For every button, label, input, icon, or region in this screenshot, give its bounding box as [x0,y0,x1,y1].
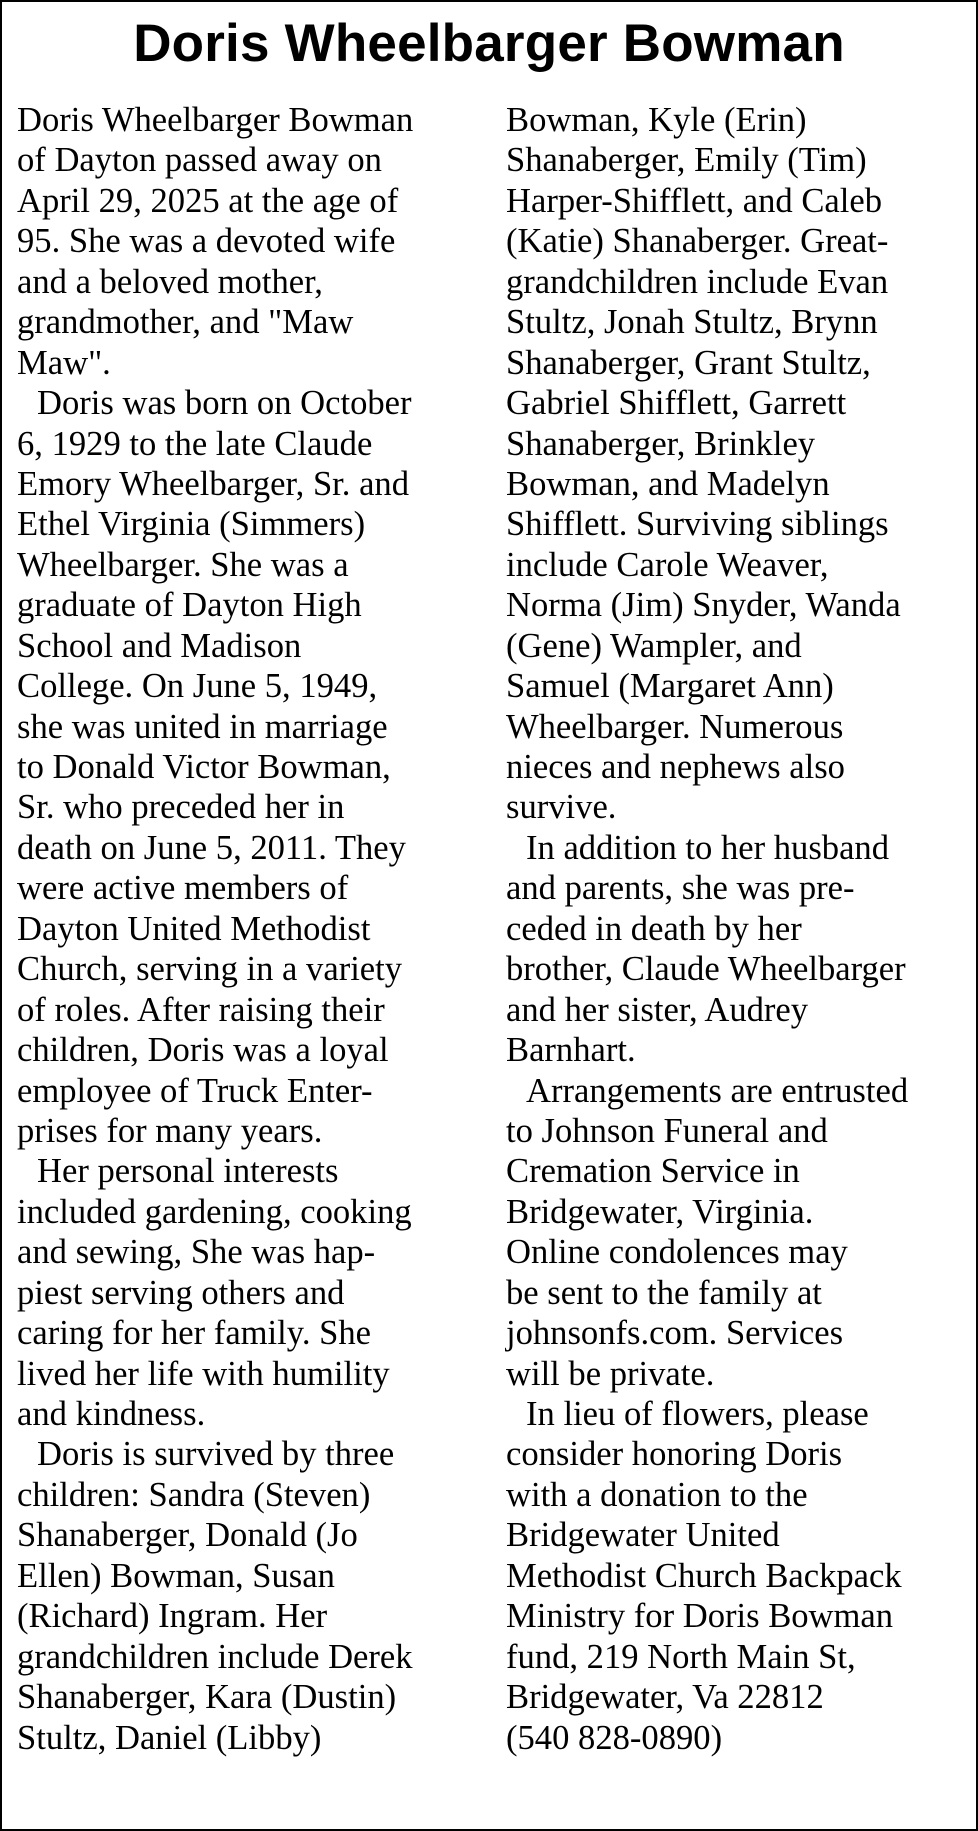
text-line: nieces and nephews also [506,748,845,786]
text-line: (540 828-0890) [506,1718,723,1757]
text-line: Doris is survived by three [37,1435,395,1474]
text-line: Online condolences may [506,1233,848,1272]
text-line: prises for many years. [17,1111,323,1150]
text-line: Gabriel Shifflett, Garrett [506,384,847,423]
text-line: brother, Claude Wheelbarger [506,950,906,989]
text-line: Bowman, Kyle (Erin) [506,101,807,139]
text-line: johnsonfs.com. Services [506,1314,844,1353]
text-line: were active members of [17,869,349,908]
text-line: In lieu of flowers, please [526,1395,869,1433]
text-line: will be private. [506,1354,715,1393]
text-line: Methodist Church Backpack [506,1556,902,1595]
text-line: include Carole Weaver, [506,545,829,584]
text-line: (Richard) Ingram. Her [17,1597,328,1636]
text-line: Shanaberger, Donald (Jo [17,1516,358,1555]
text-line: Emory Wheelbarger, Sr. and [17,464,409,503]
text-line: Wheelbarger. Numerous [506,707,844,746]
text-line: with a donation to the [506,1475,808,1514]
text-line: Wheelbarger. She was a [17,545,349,584]
text-line: Doris was born on October [37,384,412,423]
text-line: Stultz, Daniel (Libby) [17,1718,322,1757]
text-line: included gardening, cooking [17,1192,412,1231]
text-line: of roles. After raising their [17,990,385,1029]
text-line: Shanaberger, Kara (Dustin) [17,1678,397,1717]
obituary-title: Doris Wheelbarger Bowman [133,14,845,73]
text-line: Bridgewater, Va 22812 [506,1678,824,1717]
text-line: Ethel Virginia (Simmers) [17,505,366,544]
text-line: April 29, 2025 at the age of [17,181,399,220]
text-line: Ministry for Doris Bowman [506,1597,894,1636]
text-line: and sewing, She was hap- [17,1233,376,1272]
text-line: children, Doris was a loyal [17,1031,389,1070]
text-line: employee of Truck Enter- [17,1071,373,1110]
text-column-right [506,100,976,1758]
text-line: of Dayton passed away on [17,141,382,180]
text-line: Ellen) Bowman, Susan [17,1556,335,1595]
text-line: (Katie) Shanaberger. Great- [506,222,889,261]
text-line: graduate of Dayton High [17,586,362,625]
text-line: consider honoring Doris [506,1435,843,1474]
text-line: Cremation Service in [506,1152,800,1191]
text-line: Harper-Shifflett, and Caleb [506,181,883,220]
text-line: School and Madison [17,626,302,665]
text-line: Shanaberger, Grant Stultz, [506,343,871,382]
text-line: (Gene) Wampler, and [506,626,802,665]
text-line: survive. [506,788,617,827]
text-line: Shifflett. Surviving siblings [506,505,889,544]
text-line: piest serving others and [17,1273,345,1312]
text-line: caring for her family. She [17,1314,371,1353]
text-line: Her personal interests [37,1152,339,1191]
text-line: Bridgewater, Virginia. [506,1192,814,1231]
text-line: and parents, she was pre- [506,869,855,908]
text-line: 6, 1929 to the late Claude [17,424,373,463]
text-line: College. On June 5, 1949, [17,667,378,706]
text-line: Bowman, and Madelyn [506,464,830,503]
text-column-left [17,100,487,1758]
text-line: death on June 5, 2011. They [17,828,406,867]
text-line: to Donald Victor Bowman, [17,748,391,786]
text-line: to Johnson Funeral and [506,1111,828,1150]
text-line: Dayton United Methodist [17,909,371,948]
text-line: In addition to her husband [526,828,890,867]
text-line: children: Sandra (Steven) [17,1475,371,1514]
text-line: Sr. who preceded her in [17,788,345,827]
text-line: Maw". [17,343,111,382]
text-line: grandmother, and "Maw [17,303,354,342]
text-line: grandchildren include Derek [17,1637,413,1676]
text-line: grandchildren include Evan [506,262,889,301]
text-line: Shanaberger, Emily (Tim) [506,141,867,180]
text-line: and kindness. [17,1395,206,1433]
text-line: Shanaberger, Brinkley [506,424,816,463]
text-line: Arrangements are entrusted [526,1071,909,1110]
text-line: ceded in death by her [506,909,802,948]
text-line: she was united in marriage [17,707,388,746]
text-line: be sent to the family at [506,1273,822,1312]
text-line: and a beloved mother, [17,262,323,301]
text-line: Stultz, Jonah Stultz, Brynn [506,303,878,342]
text-line: Norma (Jim) Snyder, Wanda [506,586,901,625]
text-line: and her sister, Audrey [506,990,809,1029]
text-line: Samuel (Margaret Ann) [506,667,834,706]
text-line: 95. She was a devoted wife [17,222,396,261]
text-line: lived her life with humility [17,1354,390,1393]
text-line: fund, 219 North Main St, [506,1637,856,1676]
text-line: Doris Wheelbarger Bowman [17,101,414,139]
text-line: Church, serving in a variety [17,950,403,989]
text-line: Barnhart. [506,1031,636,1070]
text-line: Bridgewater United [506,1516,780,1555]
